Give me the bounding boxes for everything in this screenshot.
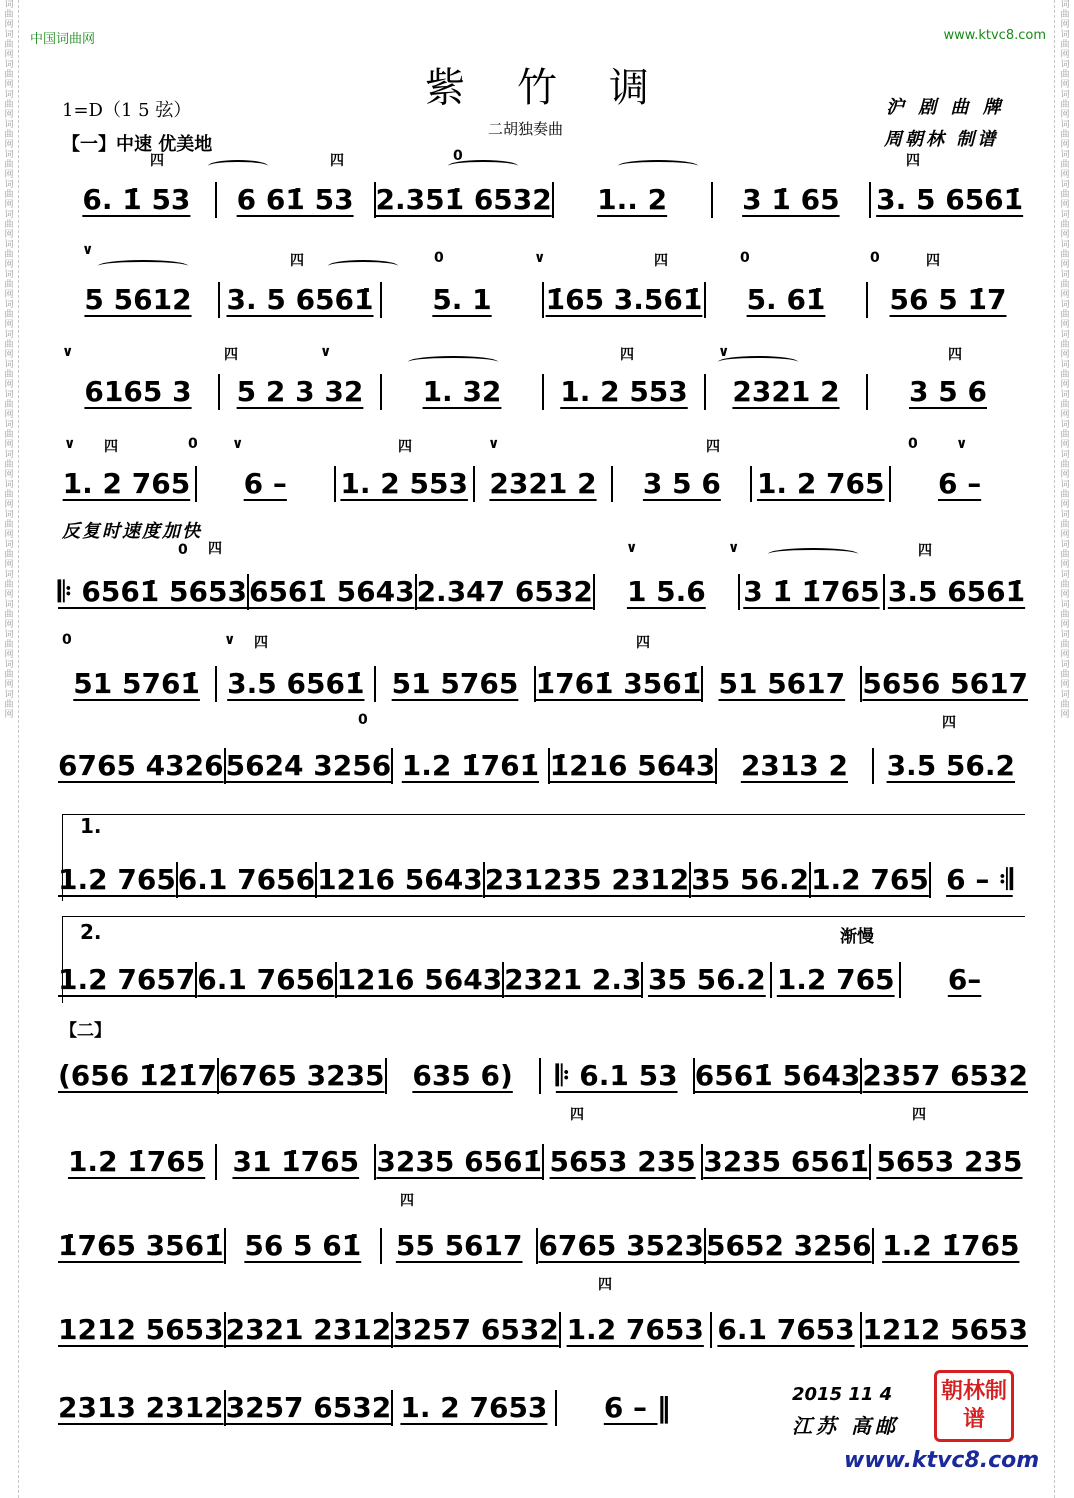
marks-row-2 (58, 242, 1028, 272)
measure-notes: 1.. 2 (597, 183, 668, 216)
measure-notes: 2313 2 (740, 749, 848, 782)
measure-notes: 3 5 6 (642, 467, 721, 500)
left-border-line (18, 0, 20, 1498)
marks-row-4 (58, 436, 1028, 458)
string-mark: 四 (636, 635, 650, 651)
measure (703, 1144, 871, 1180)
measure (613, 466, 752, 502)
measure-notes: 1.2 7657 (58, 963, 196, 996)
open-string-mark: 0 (908, 436, 918, 452)
marks-row-6 (58, 632, 1028, 654)
measure (536, 666, 704, 702)
measure-notes: 35 56.2 (691, 863, 810, 896)
measure (885, 574, 1028, 610)
measure (561, 1312, 712, 1348)
measure-notes: 1̇216 5643 (549, 749, 716, 782)
measure (387, 1058, 541, 1094)
breath-mark: ∨ (224, 632, 236, 648)
measure-notes: 5653 235 (549, 1145, 696, 1178)
notation-row-11 (58, 1144, 1028, 1180)
measure-notes: 1.2 1̇765 (67, 1145, 206, 1178)
red-seal-stamp: 朝林制谱 (934, 1370, 1014, 1442)
breath-mark: ∨ (718, 344, 730, 360)
measure (595, 574, 740, 610)
measure-notes: 6765 4326 (58, 749, 224, 782)
measure-notes: 1216 5643 (336, 963, 503, 996)
string-mark: 四 (906, 153, 920, 169)
measure (58, 666, 217, 702)
slur (208, 160, 268, 172)
measure-notes: 5653 235 (876, 1145, 1023, 1178)
breath-mark: ∨ (82, 242, 94, 258)
measure-notes: 3. 5 6561̇ (226, 283, 374, 316)
measure (226, 1312, 394, 1348)
measure-notes: 6765 3235 (218, 1059, 385, 1092)
key-signature: 1=D（1 5 弦） (62, 100, 192, 121)
slur (328, 260, 398, 272)
measure (544, 282, 706, 318)
measure (197, 962, 336, 998)
measure-notes: 5652 3256 (706, 1229, 872, 1262)
measure-notes: 3257 6532 (393, 1313, 559, 1346)
measure-notes: 5656 5617 (862, 667, 1029, 700)
measure (544, 1144, 703, 1180)
measure (58, 466, 197, 502)
measure (740, 574, 885, 610)
breath-mark: ∨ (534, 250, 546, 266)
measure (475, 466, 614, 502)
site-name-left: 中国词曲网 (30, 32, 96, 47)
measure (504, 962, 643, 998)
measure (706, 1228, 874, 1264)
measure-notes: 5 2 3 32 (236, 375, 364, 408)
measure (58, 962, 197, 998)
open-string-mark: 0 (434, 250, 444, 266)
breath-mark: ∨ (320, 344, 332, 360)
measure (691, 862, 811, 898)
measure (538, 1228, 706, 1264)
site-watermark-bottom: www.ktvc8.com (844, 1448, 1040, 1473)
measure (220, 374, 382, 410)
breath-mark: ∨ (62, 344, 74, 360)
marks-row-1 (58, 150, 1028, 172)
measure-notes: 3 5 6 (909, 375, 987, 408)
string-mark: 四 (104, 439, 118, 455)
string-mark: 四 (330, 153, 344, 169)
string-mark: 四 (912, 1107, 926, 1123)
measure-notes: 35 56.2 (647, 963, 766, 996)
measure (417, 574, 595, 610)
measure (219, 1058, 387, 1094)
measure (695, 1058, 863, 1094)
string-mark: 四 (570, 1107, 584, 1123)
measure-notes: 3.5 6561̇ (227, 667, 365, 700)
measure-notes: 3. 5 6561̇ (876, 183, 1024, 216)
measure (58, 574, 249, 610)
string-mark: 四 (400, 1193, 414, 1209)
side-watermark-left: 词曲网词曲网词曲网词曲网词曲网词曲网词曲网词曲网词曲网词曲网词曲网词曲网词曲网词曲网词曲网词曲网词曲网词曲网词曲网词曲网词曲网词曲网词曲网词曲网 (4, 0, 14, 720)
score-subtitle: 二胡独奏曲 (488, 120, 564, 138)
measure (393, 1312, 561, 1348)
marks-row-5 (58, 540, 1028, 562)
measure-notes: 1̇765 3561̇ (58, 1229, 224, 1262)
measure-notes: 2.351̇ 6532 (375, 183, 552, 216)
measure (337, 962, 505, 998)
tempo-marking: 【一】中速 优美地 (62, 134, 213, 155)
measure-notes: 2313 2312 (58, 1391, 224, 1424)
notation-row-13 (58, 1312, 1028, 1348)
measure-notes: 2357 6532 (862, 1059, 1028, 1092)
slur (98, 260, 188, 272)
measure (862, 1058, 1028, 1094)
score-date: 2015 11 4 (792, 1384, 893, 1405)
measure-notes: 31 1̇765 (232, 1145, 360, 1178)
measure (217, 182, 376, 218)
slur (718, 356, 798, 368)
open-string-mark: 0 (453, 148, 463, 164)
measure-notes: 6. 1̇ 53 (82, 183, 191, 216)
measure-notes: 5. 1 (432, 283, 492, 316)
marks-row-12 (58, 1190, 1028, 1212)
measure-notes: 6 – (937, 467, 982, 500)
measure-notes: 3 1̇ 65 (742, 183, 840, 216)
measure (752, 466, 891, 502)
measure-notes: 231235 2312 (484, 863, 690, 896)
volta-2-label: 2. (80, 920, 102, 944)
measure (197, 466, 336, 502)
measure (891, 466, 1028, 502)
measure-notes: 56 5 1̇7 (889, 283, 1007, 316)
measure-notes: 2321 2 (732, 375, 840, 408)
measure-notes: 6 – (243, 467, 287, 500)
measure-notes: 6165 3 (84, 375, 192, 408)
marks-row-13 (58, 1274, 1028, 1296)
measure (58, 1312, 226, 1348)
measure (58, 1058, 219, 1094)
measure (643, 962, 772, 998)
slur (768, 548, 858, 560)
measure-notes: 1. 32 (422, 375, 502, 408)
measure (226, 748, 394, 784)
measure (901, 962, 1028, 998)
breath-mark: ∨ (488, 436, 500, 452)
string-mark: 四 (224, 347, 238, 363)
breath-mark: ∨ (956, 436, 968, 452)
notation-row-8 (58, 862, 1028, 898)
right-border-line (1054, 0, 1056, 1498)
measure (717, 748, 873, 784)
measure (868, 374, 1028, 410)
measure (772, 962, 901, 998)
measure (58, 1390, 226, 1426)
score-title: 紫竹调 (425, 65, 701, 111)
measure-notes: 51 5761̇ (73, 667, 200, 700)
open-string-mark: 0 (740, 250, 750, 266)
breath-mark: ∨ (64, 436, 76, 452)
side-watermark-right: 词曲网词曲网词曲网词曲网词曲网词曲网词曲网词曲网词曲网词曲网词曲网词曲网词曲网词曲网词曲网词曲网词曲网词曲网词曲网词曲网词曲网词曲网词曲网词曲网 (1060, 0, 1070, 720)
measure-notes: 6561̇ 5643 (694, 1059, 861, 1092)
marks-row-11 (58, 1104, 1028, 1126)
measure (550, 748, 718, 784)
measure (554, 182, 713, 218)
measure (58, 1144, 217, 1180)
measure-notes: 1. 2 765 (756, 467, 885, 500)
measure (58, 182, 217, 218)
measure (217, 1144, 376, 1180)
measure-notes: 6 61̇ 53 (236, 183, 354, 216)
notation-row-2 (58, 282, 1028, 318)
measure-notes: 1212 5653 (58, 1313, 224, 1346)
measure-notes: 5. 61̇ (746, 283, 826, 316)
volta-1-label: 1. (80, 814, 102, 838)
slur (448, 160, 518, 172)
measure (557, 1390, 718, 1426)
measure-notes: 5624 3256 (225, 749, 392, 782)
measure (703, 666, 862, 702)
measure (544, 374, 706, 410)
measure (393, 1390, 556, 1426)
measure (58, 374, 220, 410)
string-mark: 四 (926, 253, 940, 269)
measure (382, 1228, 538, 1264)
notation-row-9 (58, 962, 1028, 998)
string-mark: 四 (942, 715, 956, 731)
measure-notes: 3.5 56.2 (886, 749, 1016, 782)
measure-notes: 1̇761̇ 3561̇ (535, 667, 702, 700)
measure-notes: 2.347 6532 (416, 575, 593, 608)
measure-notes: 6765 3523 (538, 1229, 704, 1262)
score-place: 江苏 高邮 (792, 1414, 899, 1438)
open-string-mark: 0 (178, 542, 188, 558)
arranger-label: 周朝林 制谱 (884, 129, 999, 150)
measure (226, 1228, 382, 1264)
measure-notes: 6.1 7656 (197, 963, 335, 996)
measure (485, 862, 692, 898)
string-mark: 四 (706, 439, 720, 455)
breath-mark: ∨ (728, 540, 740, 556)
measure (811, 862, 931, 898)
genre-label: 沪 剧 曲 牌 (886, 97, 1005, 118)
measure-notes: 1 5.6 (626, 575, 706, 608)
notation-row-7 (58, 748, 1028, 784)
measure (58, 1228, 226, 1264)
measure (541, 1058, 695, 1094)
measure-notes: 6 – 𝄇 (946, 863, 1013, 896)
slur (618, 160, 698, 172)
measure-notes: 1216 5643 (317, 863, 483, 896)
string-mark: 四 (208, 541, 222, 557)
measure-notes: 55 5617 (395, 1229, 523, 1262)
measure (862, 1312, 1028, 1348)
measure-notes: 3235 6561̇ (376, 1145, 543, 1178)
string-mark: 四 (254, 635, 268, 651)
measure-notes: 𝄆 6.1 53 (555, 1059, 678, 1092)
marks-row-7 (58, 712, 1028, 734)
section-2-label: 【二】 (60, 1021, 111, 1041)
open-string-mark: 0 (358, 712, 368, 728)
measure (706, 374, 868, 410)
measure-notes: 2321 2.3 (504, 963, 642, 996)
string-mark: 四 (654, 253, 668, 269)
measure-notes: 1. 2 7653 (400, 1391, 548, 1424)
notation-row-5 (58, 574, 1028, 610)
measure (336, 466, 475, 502)
measure-notes: 3257 6532 (225, 1391, 392, 1424)
measure-notes: 3235 6561̇ (703, 1145, 869, 1178)
measure (382, 374, 544, 410)
measure-notes: 1.2 1̇761̇ (401, 749, 540, 782)
measure-notes: 56 5 61̇ (244, 1229, 362, 1262)
measure-notes: 1.2 765 (811, 863, 929, 896)
measure (868, 282, 1028, 318)
slur (408, 356, 498, 368)
measure (931, 862, 1028, 898)
site-url-right: www.ktvc8.com (943, 28, 1046, 43)
notation-row-3 (58, 374, 1028, 410)
measure (226, 1390, 394, 1426)
string-mark: 四 (290, 253, 304, 269)
measure (862, 666, 1028, 702)
measure-notes: 1̇65 3.561̇ (545, 283, 703, 316)
measure (376, 1144, 544, 1180)
string-mark: 四 (598, 1277, 612, 1293)
measure-notes: 𝄆 6561̇ 5653 (58, 575, 247, 608)
measure-notes: (656 1̇2̇1̇7 (58, 1059, 217, 1092)
measure (58, 282, 220, 318)
measure-notes: 1.2 765 (776, 963, 895, 996)
measure-notes: 51 5617 (718, 667, 846, 700)
measure-notes: 1. 2 553 (340, 467, 468, 500)
open-string-mark: 0 (62, 632, 72, 648)
measure-notes: 1.2 7653 (566, 1313, 704, 1346)
measure-notes: 6– (947, 963, 982, 996)
measure (871, 182, 1028, 218)
measure-notes: 6 – ‖ (603, 1391, 671, 1424)
measure (58, 748, 226, 784)
measure-notes: 1.2 1̇765 (882, 1229, 1020, 1262)
measure (178, 862, 317, 898)
measure (217, 666, 376, 702)
notation-row-4 (58, 466, 1028, 502)
notation-row-14 (58, 1390, 718, 1426)
measure-notes: 1. 2 553 (560, 375, 688, 408)
measure-notes: 1212 5653 (862, 1313, 1028, 1346)
breath-mark: ∨ (626, 540, 638, 556)
measure-notes: 1. 2 765 (62, 467, 191, 500)
measure-notes: 6.1 7656 (177, 863, 316, 896)
marks-row-3 (58, 344, 1028, 366)
measure (874, 1228, 1028, 1264)
measure-notes: 1.2 765 (58, 863, 176, 896)
measure (317, 862, 485, 898)
measure (706, 282, 868, 318)
measure (58, 862, 178, 898)
string-mark: 四 (948, 347, 962, 363)
measure-notes: 51 5765 (391, 667, 519, 700)
measure-notes: 6.1 7653 (717, 1313, 855, 1346)
measure-notes: 6561̇ 5643 (248, 575, 415, 608)
measure (712, 1312, 863, 1348)
measure (376, 666, 535, 702)
repeat-tempo-note: 反复时速度加快 (62, 521, 202, 542)
notation-row-12 (58, 1228, 1028, 1264)
notation-row-10 (58, 1058, 1028, 1094)
measure (874, 748, 1028, 784)
measure (220, 282, 382, 318)
measure-notes: 2321 2312 (225, 1313, 392, 1346)
measure (871, 1144, 1028, 1180)
string-mark: 四 (150, 153, 164, 169)
measure-notes: 3.5 6561̇ (887, 575, 1026, 608)
ritardando-mark: 渐慢 (840, 927, 874, 947)
open-string-mark: 0 (870, 250, 880, 266)
breath-mark: ∨ (232, 436, 244, 452)
notation-row-1 (58, 182, 1028, 218)
string-mark: 四 (620, 347, 634, 363)
notation-row-6 (58, 666, 1028, 702)
measure-notes: 635 6) (412, 1059, 513, 1092)
string-mark: 四 (918, 543, 932, 559)
measure (376, 182, 554, 218)
open-string-mark: 0 (188, 436, 198, 452)
string-mark: 四 (398, 439, 412, 455)
measure-notes: 2321 2 (489, 467, 597, 500)
measure (249, 574, 417, 610)
measure-notes: 3 1̇ 1̇765 (743, 575, 880, 608)
measure (393, 748, 549, 784)
measure (382, 282, 544, 318)
measure-notes: 5 5612 (84, 283, 192, 316)
measure (713, 182, 872, 218)
